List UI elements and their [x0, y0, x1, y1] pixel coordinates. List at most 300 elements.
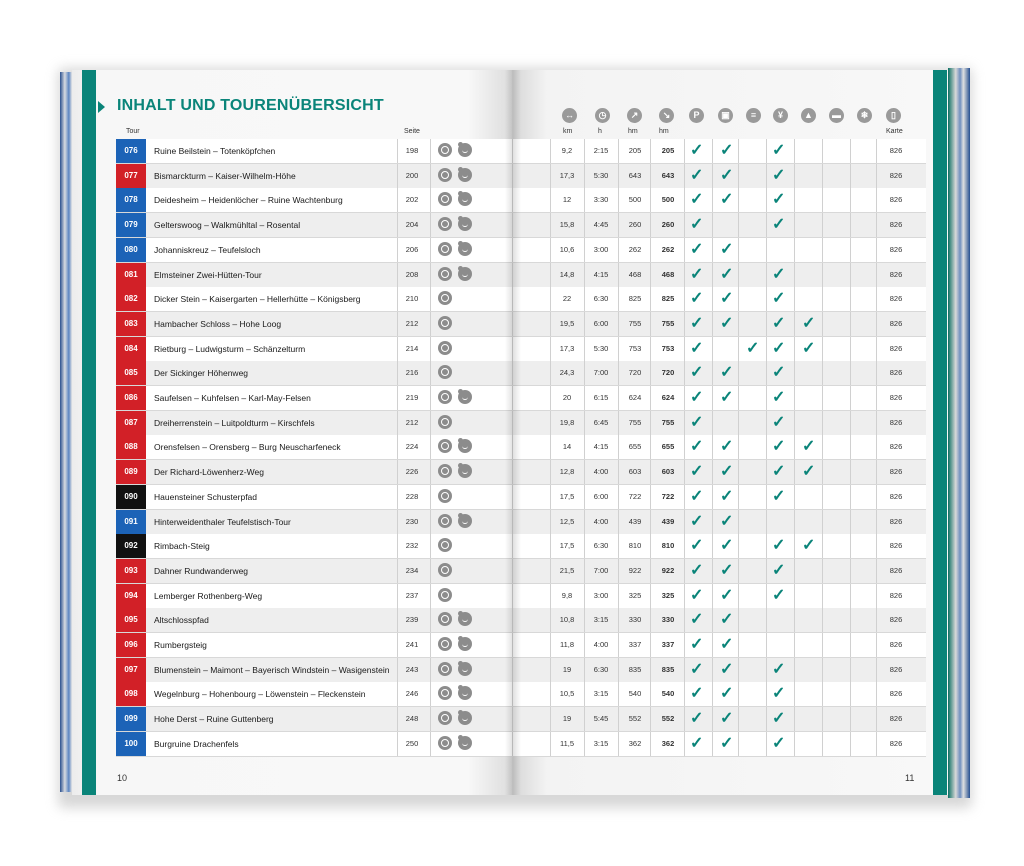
parking-check-icon: ✓: [690, 364, 704, 382]
tour-type-icon: [438, 662, 452, 676]
column-divider: [618, 188, 619, 212]
column-divider: [822, 287, 823, 311]
column-divider: [650, 732, 651, 756]
tour-number-badge: 097: [116, 658, 146, 682]
tour-type-icon: [438, 489, 452, 503]
descent-cell: 825: [661, 294, 675, 304]
ascent-icon: ↗: [627, 108, 642, 123]
column-divider: [738, 460, 739, 484]
duration-cell: 6:30: [593, 664, 609, 674]
column-divider: [650, 559, 651, 583]
tour-number-badge: 078: [116, 188, 146, 212]
hut-check-icon: ✓: [802, 438, 816, 456]
right-teal-stripe: [933, 70, 947, 795]
column-divider: [684, 386, 685, 410]
column-divider: [712, 534, 713, 558]
column-divider: [618, 435, 619, 459]
column-divider: [584, 164, 585, 188]
column-divider: [550, 633, 551, 657]
column-divider: [794, 732, 795, 756]
tour-number-badge: 091: [116, 510, 146, 534]
column-divider: [850, 584, 851, 608]
column-divider: [712, 584, 713, 608]
column-divider: [738, 682, 739, 706]
column-divider: [650, 361, 651, 385]
bus-check-icon: ✓: [720, 191, 734, 209]
column-divider: [738, 312, 739, 336]
tour-number-badge: 084: [116, 337, 146, 361]
distance-cell: 9,2: [561, 146, 573, 155]
restaurant-check-icon: ✓: [772, 290, 786, 308]
map-number-cell: 826: [889, 689, 903, 699]
column-divider: [584, 707, 585, 731]
tour-number-badge: 086: [116, 386, 146, 410]
page-number-cell: 250: [405, 738, 419, 748]
column-divider: [712, 658, 713, 682]
map-number-cell: 826: [889, 269, 903, 279]
column-divider: [618, 559, 619, 583]
ascent-cell: 260: [628, 220, 642, 230]
duration-cell: 3:15: [593, 689, 609, 699]
ascent-cell: 330: [628, 615, 642, 625]
tour-name: Dahner Rundwanderweg: [154, 565, 249, 576]
header-h: h: [598, 128, 602, 135]
column-divider: [684, 608, 685, 632]
parking-check-icon: ✓: [690, 463, 704, 481]
column-divider: [822, 485, 823, 509]
table-row: [116, 682, 926, 707]
bus-check-icon: ✓: [720, 561, 734, 579]
column-divider: [822, 411, 823, 435]
book-gutter: [505, 70, 521, 795]
column-divider: [584, 460, 585, 484]
column-divider: [684, 682, 685, 706]
column-divider: [684, 263, 685, 287]
column-divider: [430, 658, 431, 682]
column-divider: [430, 633, 431, 657]
map-number-cell: 826: [889, 516, 903, 526]
column-divider: [684, 658, 685, 682]
column-divider: [684, 485, 685, 509]
winter-icon: ❄: [857, 108, 872, 123]
column-divider: [430, 361, 431, 385]
tour-name: Hambacher Schloss – Hohe Loog: [154, 318, 282, 329]
column-divider: [822, 139, 823, 163]
tour-name: Saufelsen – Kuhfelsen – Karl-May-Felsen: [154, 393, 311, 403]
duration-cell: 4:00: [593, 640, 609, 649]
column-divider: [430, 510, 431, 534]
map-number-cell: 826: [889, 417, 903, 427]
column-divider: [766, 411, 767, 435]
column-divider: [766, 534, 767, 558]
column-divider: [794, 312, 795, 336]
tour-name: Rimbach-Steig: [154, 541, 210, 552]
column-divider: [712, 213, 713, 237]
column-divider: [650, 608, 651, 632]
column-divider: [822, 188, 823, 212]
column-divider: [618, 510, 619, 534]
column-divider: [712, 164, 713, 188]
table-row: [116, 460, 926, 485]
tour-type-icon: [438, 192, 452, 206]
distance-cell: 10,5: [559, 689, 575, 699]
tour-type-icon: [438, 242, 452, 256]
column-divider: [618, 238, 619, 262]
bed-icon: ▬: [829, 108, 844, 123]
column-divider: [430, 188, 431, 212]
map-number-cell: 826: [889, 195, 903, 205]
column-divider: [794, 164, 795, 188]
children-friendly-icon: [458, 464, 472, 478]
column-divider: [430, 682, 431, 706]
column-divider: [850, 534, 851, 558]
column-divider: [550, 411, 551, 435]
tour-type-icon: [438, 143, 452, 157]
header-hm-up: hm: [628, 128, 638, 135]
column-divider: [850, 707, 851, 731]
table-row: [116, 139, 926, 164]
column-divider: [430, 263, 431, 287]
tour-name: Ruine Beilstein – Totenköpfchen: [154, 146, 276, 156]
restaurant-check-icon: ✓: [772, 438, 786, 456]
bus-check-icon: ✓: [720, 314, 734, 332]
bus-check-icon: ✓: [720, 685, 734, 703]
parking-check-icon: ✓: [690, 636, 704, 653]
children-friendly-icon: [458, 736, 472, 750]
distance-cell: 15,8: [559, 220, 575, 230]
map-number-cell: 826: [889, 220, 903, 230]
bus-check-icon: ✓: [720, 710, 734, 728]
column-divider: [430, 287, 431, 311]
column-divider: [550, 435, 551, 459]
table-row: [116, 435, 926, 460]
column-divider: [584, 658, 585, 682]
column-divider: [822, 213, 823, 237]
tour-number-badge: 090: [116, 485, 146, 509]
column-divider: [684, 164, 685, 188]
column-divider: [650, 510, 651, 534]
duration-cell: 6:00: [593, 491, 609, 501]
parking-check-icon: ✓: [690, 734, 704, 752]
column-divider: [650, 312, 651, 336]
column-divider: [738, 411, 739, 435]
table-row: [116, 534, 926, 559]
descent-cell: 755: [661, 417, 675, 427]
tour-type-icon: [438, 588, 452, 602]
column-divider: [850, 411, 851, 435]
column-divider: [738, 510, 739, 534]
tour-type-icon: [438, 686, 452, 700]
restaurant-check-icon: ✓: [772, 710, 786, 728]
column-divider: [766, 633, 767, 657]
tour-name: Rumbergsteig: [154, 640, 207, 650]
duration-cell: 5:30: [593, 170, 609, 180]
parking-check-icon: ✓: [690, 265, 704, 283]
distance-cell: 14,8: [559, 269, 575, 279]
page-number-cell: 214: [405, 343, 419, 353]
ascent-cell: 720: [628, 368, 642, 378]
bus-check-icon: ✓: [720, 166, 734, 184]
column-divider: [712, 386, 713, 410]
bus-check-icon: ✓: [720, 636, 734, 653]
column-divider: [550, 510, 551, 534]
duration-cell: 2:15: [593, 146, 609, 155]
duration-cell: 6:45: [593, 417, 609, 427]
column-divider: [712, 460, 713, 484]
column-divider: [822, 608, 823, 632]
column-divider: [712, 608, 713, 632]
restaurant-check-icon: ✓: [772, 191, 786, 209]
children-friendly-icon: [458, 686, 472, 700]
column-divider: [584, 534, 585, 558]
restaurant-check-icon: ✓: [772, 339, 786, 357]
column-divider: [766, 337, 767, 361]
page-number-cell: 246: [405, 689, 419, 699]
descent-cell: 330: [661, 615, 675, 625]
tour-number-badge: 092: [116, 534, 146, 558]
distance-cell: 22: [562, 294, 572, 304]
column-divider: [430, 213, 431, 237]
column-divider: [684, 633, 685, 657]
ascent-cell: 624: [628, 393, 642, 402]
tour-name: Hinterweidenthaler Teufelstisch-Tour: [154, 516, 291, 527]
duration-cell: 4:15: [593, 269, 609, 279]
tour-type-icon: [438, 390, 452, 404]
duration-cell: 4:15: [593, 442, 609, 452]
map-number-cell: 826: [889, 318, 903, 328]
column-divider: [430, 534, 431, 558]
column-divider: [712, 312, 713, 336]
restaurant-check-icon: ✓: [772, 142, 786, 159]
column-divider: [850, 287, 851, 311]
column-divider: [430, 411, 431, 435]
table-row: [116, 485, 926, 510]
page-number-cell: 202: [405, 195, 419, 205]
duration-cell: 6:00: [593, 318, 609, 328]
tour-number-badge: 098: [116, 682, 146, 706]
column-divider: [430, 584, 431, 608]
column-divider: [766, 658, 767, 682]
ascent-cell: 439: [628, 516, 642, 526]
cable-car-check-icon: ✓: [746, 339, 760, 357]
column-divider: [794, 633, 795, 657]
tour-number-badge: 079: [116, 213, 146, 237]
map-number-cell: 826: [889, 294, 903, 304]
tour-number-badge: 083: [116, 312, 146, 336]
column-divider: [584, 559, 585, 583]
descent-cell: 753: [661, 343, 675, 353]
column-divider: [618, 460, 619, 484]
column-divider: [684, 534, 685, 558]
duration-cell: 7:00: [593, 565, 609, 575]
bus-check-icon: ✓: [720, 734, 734, 752]
parking-check-icon: ✓: [690, 389, 704, 406]
map-number-cell: 826: [889, 170, 903, 180]
column-divider: [430, 460, 431, 484]
column-divider: [822, 732, 823, 756]
descent-cell: 262: [661, 244, 675, 254]
parking-check-icon: ✓: [690, 611, 704, 629]
column-divider: [766, 559, 767, 583]
column-divider: [712, 633, 713, 657]
parking-check-icon: ✓: [690, 685, 704, 703]
column-divider: [822, 312, 823, 336]
column-divider: [738, 238, 739, 262]
distance-cell: 19,8: [559, 417, 575, 427]
column-divider: [584, 139, 585, 163]
column-divider: [550, 534, 551, 558]
ascent-cell: 810: [628, 541, 642, 551]
column-divider: [766, 287, 767, 311]
bus-check-icon: ✓: [720, 463, 734, 481]
column-divider: [550, 287, 551, 311]
restaurant-check-icon: ✓: [772, 216, 786, 234]
column-divider: [550, 682, 551, 706]
column-divider: [712, 435, 713, 459]
column-divider: [822, 707, 823, 731]
page-number-cell: 204: [405, 220, 419, 230]
duration-cell: 3:00: [593, 590, 609, 600]
column-divider: [766, 263, 767, 287]
map-number-cell: 826: [889, 393, 903, 402]
distance-cell: 20: [562, 393, 572, 402]
column-divider: [550, 707, 551, 731]
column-divider: [584, 361, 585, 385]
descent-cell: 552: [661, 714, 675, 724]
restaurant-check-icon: ✓: [772, 487, 786, 505]
tour-number-badge: 095: [116, 608, 146, 632]
column-divider: [684, 361, 685, 385]
page-number-cell: 212: [405, 417, 419, 427]
tour-number-badge: 099: [116, 707, 146, 731]
column-divider: [618, 213, 619, 237]
column-divider: [738, 337, 739, 361]
column-divider: [794, 411, 795, 435]
distance-cell: 14: [562, 442, 572, 452]
column-divider: [794, 485, 795, 509]
column-divider: [650, 386, 651, 410]
tour-name: Elmsteiner Zwei-Hütten-Tour: [154, 269, 262, 280]
column-divider: [822, 435, 823, 459]
duration-cell: 3:15: [593, 615, 609, 625]
column-divider: [550, 164, 551, 188]
column-divider: [822, 238, 823, 262]
column-divider: [766, 164, 767, 188]
bus-check-icon: ✓: [720, 487, 734, 505]
column-divider: [618, 263, 619, 287]
tour-name: Johanniskreuz – Teufelsloch: [154, 244, 261, 255]
column-divider: [738, 608, 739, 632]
header-tour: Tour: [126, 128, 140, 135]
column-divider: [766, 238, 767, 262]
hut-check-icon: ✓: [802, 314, 816, 332]
restaurant-check-icon: ✓: [772, 660, 786, 678]
column-divider: [550, 188, 551, 212]
header-seite: Seite: [404, 128, 420, 135]
bus-check-icon: ✓: [720, 660, 734, 678]
tour-name: Burgruine Drachenfels: [154, 738, 239, 749]
descent-cell: 643: [661, 170, 675, 180]
column-divider: [430, 238, 431, 262]
bus-check-icon: ✓: [720, 240, 734, 258]
bus-check-icon: ✓: [720, 537, 734, 555]
column-divider: [684, 707, 685, 731]
column-divider: [766, 732, 767, 756]
tour-type-icon: [438, 514, 452, 528]
tour-name: Dreiherrenstein – Luitpoldturm – Kirschfels: [154, 417, 315, 428]
column-divider: [794, 510, 795, 534]
clock-icon: ◷: [595, 108, 610, 123]
page-number-cell: 208: [405, 269, 419, 279]
descent-cell: 540: [661, 689, 675, 699]
distance-cell: 12,8: [559, 467, 575, 477]
tour-name: Hohe Derst – Ruine Guttenberg: [154, 714, 274, 725]
tour-number-badge: 085: [116, 361, 146, 385]
duration-cell: 3:30: [593, 195, 609, 205]
distance-icon: ↔: [562, 108, 577, 123]
column-divider: [684, 213, 685, 237]
column-divider: [850, 188, 851, 212]
column-divider: [650, 337, 651, 361]
column-divider: [794, 707, 795, 731]
column-divider: [850, 238, 851, 262]
children-friendly-icon: [458, 390, 472, 404]
column-divider: [766, 435, 767, 459]
column-divider: [766, 213, 767, 237]
ascent-cell: 337: [628, 640, 642, 649]
parking-check-icon: ✓: [690, 216, 704, 234]
column-divider: [650, 139, 651, 163]
duration-cell: 4:45: [593, 220, 609, 230]
children-friendly-icon: [458, 267, 472, 281]
column-divider: [584, 608, 585, 632]
column-divider: [618, 584, 619, 608]
title-arrow-icon: [98, 101, 105, 113]
distance-cell: 12,5: [559, 516, 575, 526]
column-divider: [822, 633, 823, 657]
ascent-cell: 468: [628, 269, 642, 279]
tour-number-badge: 088: [116, 435, 146, 459]
table-row: [116, 510, 926, 535]
map-number-cell: 826: [889, 664, 903, 674]
descent-cell: 439: [661, 516, 675, 526]
column-divider: [850, 460, 851, 484]
ascent-cell: 755: [628, 318, 642, 328]
page-number-cell: 216: [405, 368, 419, 378]
column-divider: [850, 658, 851, 682]
tour-number-badge: 080: [116, 238, 146, 262]
column-divider: [850, 213, 851, 237]
page-number-cell: 232: [405, 541, 419, 551]
column-divider: [430, 559, 431, 583]
column-divider: [850, 732, 851, 756]
column-divider: [794, 238, 795, 262]
parking-check-icon: ✓: [690, 438, 704, 456]
column-divider: [618, 287, 619, 311]
column-divider: [822, 534, 823, 558]
column-divider: [822, 361, 823, 385]
column-divider: [618, 386, 619, 410]
tour-type-icon: [438, 563, 452, 577]
column-divider: [550, 460, 551, 484]
column-divider: [550, 238, 551, 262]
distance-cell: 12: [562, 195, 572, 205]
distance-cell: 19: [562, 714, 572, 724]
column-divider: [794, 534, 795, 558]
parking-check-icon: ✓: [690, 339, 704, 357]
tour-number-badge: 100: [116, 732, 146, 756]
column-divider: [738, 732, 739, 756]
